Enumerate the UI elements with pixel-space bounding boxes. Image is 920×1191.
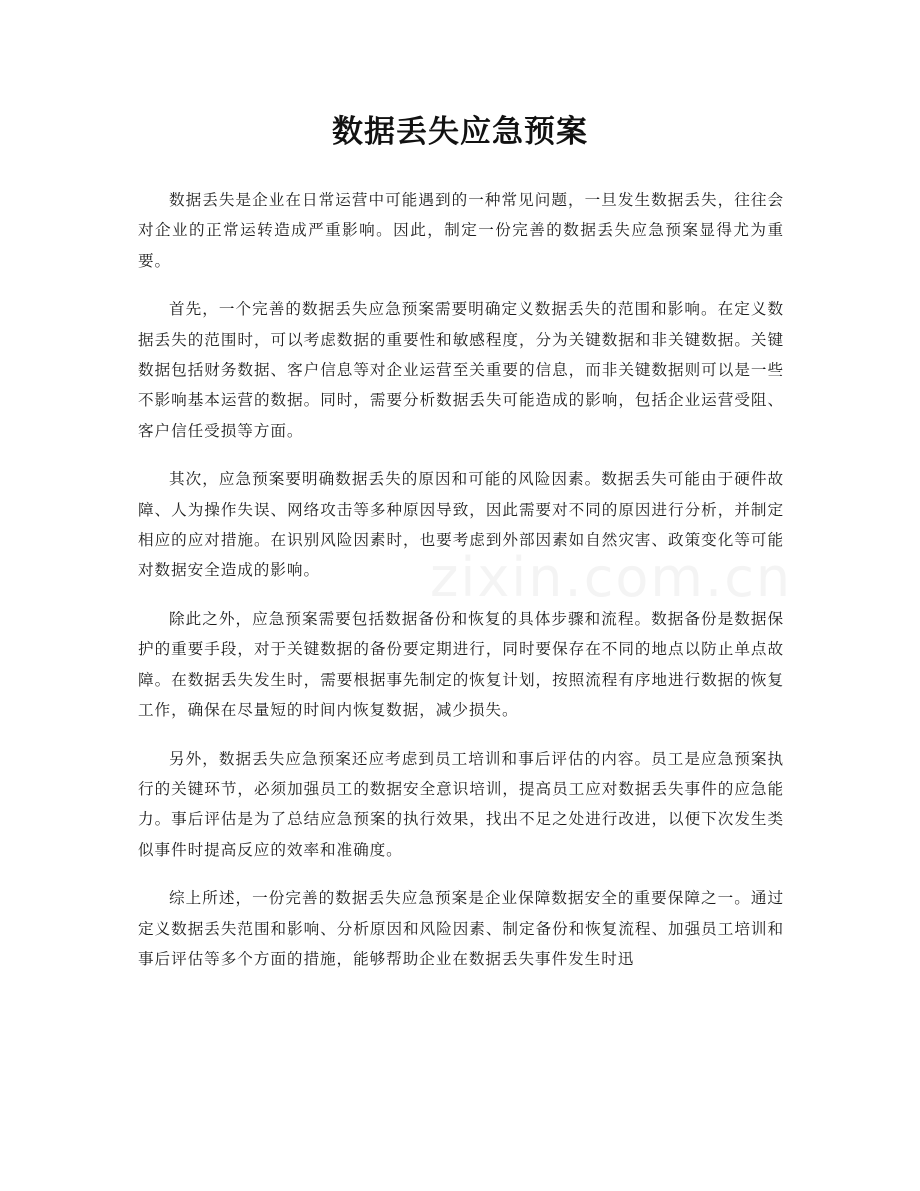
paragraph-backup: 除此之外，应急预案需要包括数据备份和恢复的具体步骤和流程。数据备份是数据保护的重要手段，对于关键数据的备份要定期进行，同时要保存在不同的地点以防止单点故障。在数据丢失发生时，需要根据事先制定的恢复计划，按照流程有序地进行数据的恢复工作，确保在尽量短的时间内恢复数据，减少损失。 (138, 609, 784, 720)
paragraph-intro: 数据丢失是企业在日常运营中可能遇到的一种常见问题，一旦发生数据丢失，往往会对企业的正常运转造成严重影响。因此，制定一份完善的数据丢失应急预案显得尤为重要。 (138, 191, 784, 270)
paragraph-causes: 其次，应急预案要明确数据丢失的原因和可能的风险因素。数据丢失可能由于硬件故障、人为操作失误、网络攻击等多种原因导致，因此需要对不同的原因进行分析，并制定相应的应对措施。在识别风险因素时，也要考虑到外部因素如自然灾害、政策变化等可能对数据安全造成的影响。 (138, 470, 784, 580)
paragraph-scope: 首先，一个完善的数据丢失应急预案需要明确定义数据丢失的范围和影响。在定义数据丢失的范围时，可以考虑数据的重要性和敏感程度，分为关键数据和非关键数据。关键数据包括财务数据、客户信息等对企业运营至关重要的信息，而非关键数据则可以是一些不影响基本运营的数据。同时，需要分析数据丢失可能造成的影响，包括企业运营受阻、客户信任受损等方面。 (138, 300, 784, 440)
paragraph-training: 另外，数据丢失应急预案还应考虑到员工培训和事后评估的内容。员工是应急预案执行的关键环节，必须加强员工的数据安全意识培训，提高员工应对数据丢失事件的应急能力。事后评估是为了总结应急预案的执行效果，找出不足之处进行改进，以便下次发生类似事件时提高反应的效率和准确度。 (138, 749, 784, 859)
page-title: 数据丢失应急预案 (332, 114, 588, 150)
watermark: zixin.com.cn (430, 546, 793, 609)
document-body (138, 185, 784, 992)
paragraph-summary: 综上所述，一份完善的数据丢失应急预案是企业保障数据安全的重要保障之一。通过定义数据丢失范围和影响、分析原因和风险因素、制定备份和恢复流程、加强员工培训和事后评估等多个方面的措施，能够帮助企业在数据丢失事件发生时迅 (138, 889, 784, 968)
